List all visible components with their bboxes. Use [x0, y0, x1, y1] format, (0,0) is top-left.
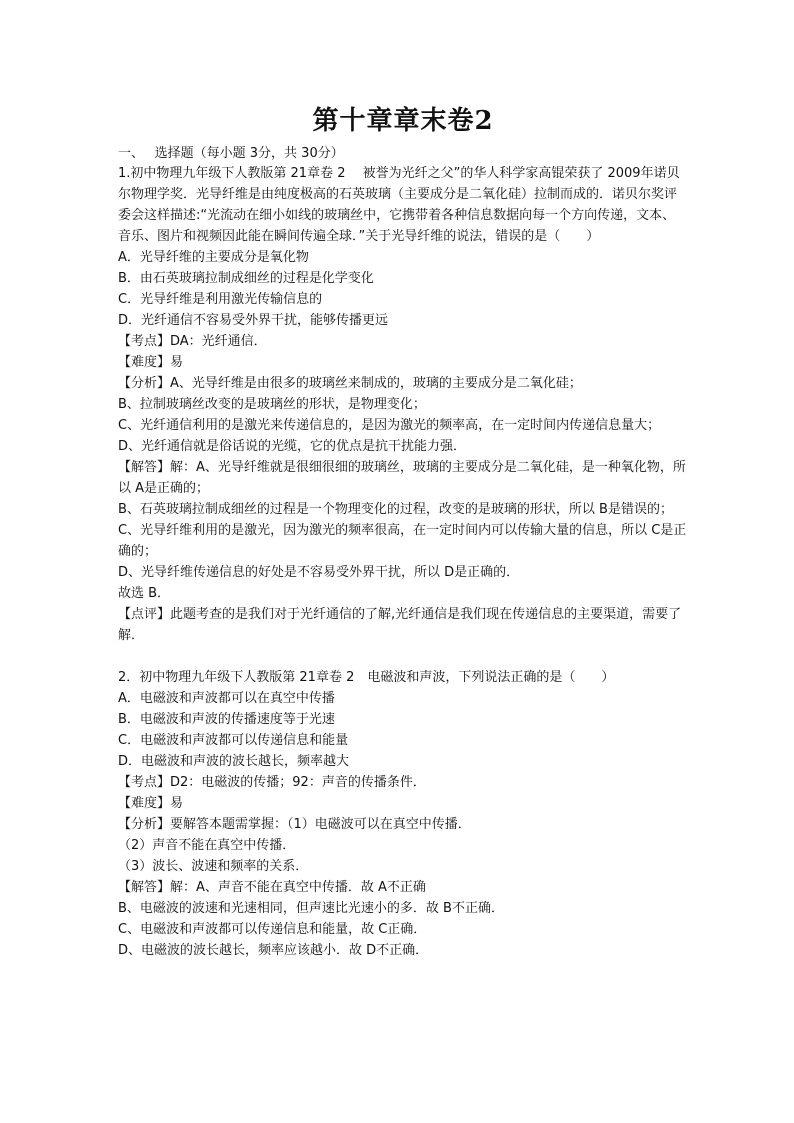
question-1	[118, 163, 688, 646]
solution-line: 【解答】解：A、声音不能在真空中传播．故 A不正确	[118, 880, 426, 895]
option-c: C．光导纤维是利用激光传输信息的	[118, 292, 323, 307]
comment: 【点评】此题考查的是我们对于光纤通信的了解,光纤通信是我们现在传递信息的主要渠道，需要了解．	[118, 607, 682, 643]
question-stem: 1.初中物理九年级下人教版第 21章卷 2 被誉为光纤之父”的华人科学家高锟荣获了 2009年诺贝尔物理学奖．光导纤维是由纯度极高的石英玻璃（主要成分是二氧化硅）拉制而成的．诺贝尔奖评委会这样描述:“光流动在细小如线的玻璃丝中，它携带着各种信息数据向每一个方向传递，文本、音乐、图片和视频因此能在瞬间传遍全球．”关于光导纤维的说法，错误的是（ ）	[118, 166, 680, 244]
spacer	[118, 646, 688, 667]
analysis-line: C、光纤通信利用的是激光来传递信息的，是因为激光的频率高，在一定时间内传递信息量大；	[118, 418, 661, 433]
option-b: B．电磁波和声波的传播速度等于光速	[118, 712, 335, 727]
question-stem: 2．初中物理九年级下人教版第 21章卷 2 电磁波和声波，下列说法正确的是（ ）	[118, 670, 615, 685]
kaodian: 【考点】DA：光纤通信．	[118, 334, 267, 349]
solution-line: D、电磁波的波长越长，频率应该越小．故 D不正确．	[118, 943, 429, 958]
option-b: B．由石英玻璃拉制成细丝的过程是化学变化	[118, 271, 374, 286]
option-c: C．电磁波和声波都可以传递信息和能量	[118, 733, 349, 748]
question-2	[118, 667, 688, 961]
analysis-line: 【分析】A、光导纤维是由很多的玻璃丝来制成的，玻璃的主要成分是二氧化硅；	[118, 376, 582, 391]
solution-line: B、石英玻璃拉制成细丝的过程是一个物理变化的过程，改变的是玻璃的形状，所以 B是错误的；	[118, 502, 673, 517]
analysis-line: B、拉制玻璃丝改变的是玻璃丝的形状，是物理变化；	[118, 397, 426, 412]
analysis-line: （2）声音不能在真空中传播．	[118, 838, 296, 853]
analysis-line: 【分析】要解答本题需掌握：（1）电磁波可以在真空中传播．	[118, 817, 471, 832]
page-title: 第十章章末卷2	[312, 106, 494, 136]
solution-line: 故选 B．	[118, 586, 171, 601]
analysis-line: （3）波长、波速和频率的关系．	[118, 859, 309, 874]
analysis-line: D、光纤通信就是俗话说的光缆，它的优点是抗干扰能力强．	[118, 439, 467, 454]
kaodian: 【考点】D2：电磁波的传播；92：声音的传播条件．	[118, 775, 426, 790]
option-a: A．光导纤维的主要成分是氧化物	[118, 250, 309, 265]
solution-line: B、电磁波的波速和光速相同，但声速比光速小的多．故 B不正确．	[118, 901, 504, 916]
solution-line: 【解答】解：A、光导纤维就是很细很细的玻璃丝，玻璃的主要成分是二氧化硅，是一种氧化物，所以 A是正确的；	[118, 460, 686, 496]
section-heading: 一、 选择题（每小题 3分，共 30分）	[118, 146, 344, 161]
option-a: A．电磁波和声波都可以在真空中传播	[118, 691, 335, 706]
nandu: 【难度】易	[118, 355, 184, 370]
option-d: D．光纤通信不容易受外界干扰，能够传播更远	[118, 313, 389, 328]
document-page	[118, 100, 688, 961]
option-d: D．电磁波和声波的波长越长，频率越大	[118, 754, 350, 769]
solution-line: D、光导纤维传递信息的好处是不容易受外界干扰，所以 D是正确的．	[118, 565, 520, 580]
solution-line: C、电磁波和声波都可以传递信息和能量，故 C正确．	[118, 922, 427, 937]
solution-line: C、光导纤维利用的是激光，因为激光的频率很高，在一定时间内可以传输大量的信息，所以 C是正确的；	[118, 523, 687, 559]
nandu: 【难度】易	[118, 796, 184, 811]
